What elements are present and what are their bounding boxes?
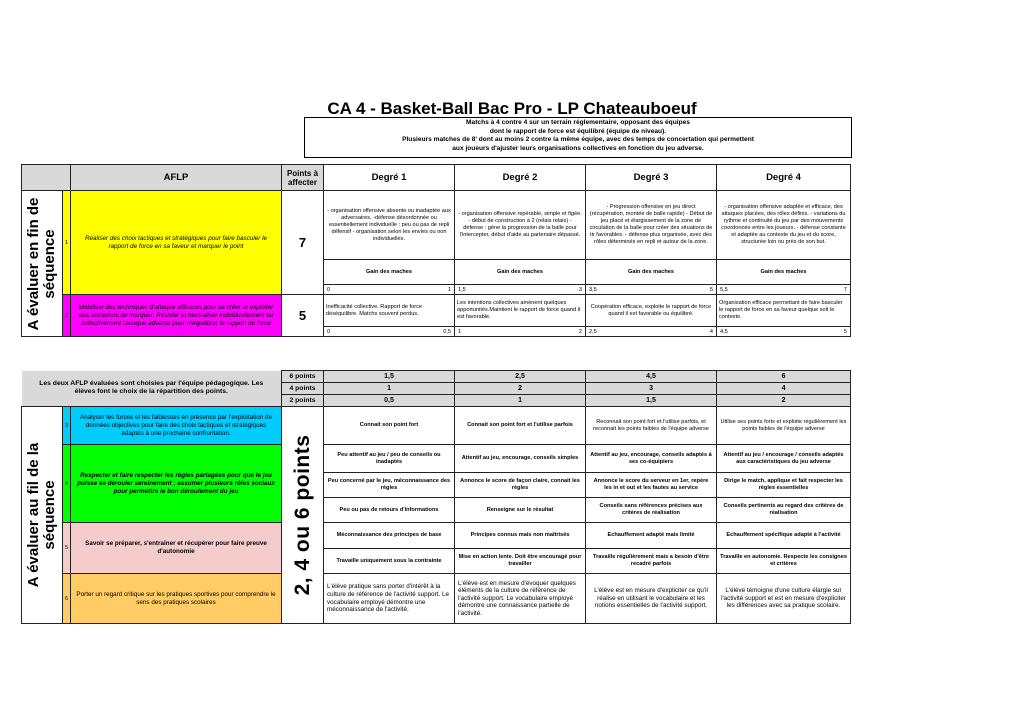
range-cell [717,285,851,295]
range-min: 0 [327,328,331,335]
header-points: Points à affecter [282,165,324,191]
aflp-2-degree-1: Inefficacité collective. Rapport de force déséquilibre. Matchs souvent perdus. [324,295,455,327]
aflp-1-degree-3: - Progression offensive en jeu direct (récupération, montée de balle rapide) - Début de jeu placé et élargissement de la zone de circulation de la balle pour créer des situations de tir favorables. - défense plus organisée, avec des rôles déterminés en repli et autour de la zone. [586,191,717,260]
range-max: 1 [447,286,451,293]
aflp-2-degree-4: Organisation efficace permettant de faire basculer le rapport de force en sa faveur quelque soit le contexte. [717,295,851,327]
aflp-4-degree-1: Peu ou pas de retours d'informations [324,498,455,523]
aflp-3-degree-2: Connait son point fort et l'utilise parfois [455,407,586,445]
points-value: 4,5 [586,371,717,383]
aflp-5-degree-2: Principes connus mais non maîtrisés [455,523,586,549]
aflp-4-degree-3: Annonce le score du serveur en 1er, repère les in et out et les fautes au service [586,473,717,498]
aflp-3-text: Analyser les forces et les faiblesses en présence par l'exploitation de données objectives pour faire des choix tactiques et stratégiques adaptés à une prochaine confrontation. [71,407,282,445]
range-max: 5 [843,328,847,335]
intro-box [304,117,852,158]
range-min: 1,5 [458,286,466,293]
aflp-1-text: Réaliser des choix tactiques et stratégiques pour faire basculer le rapport de force en sa faveur et marquer le point [71,191,282,295]
points-value: 4 [717,383,851,395]
points-value: 1,5 [586,395,717,407]
aflp-5-degree-4: Travaille en autonomie. Respecte les consignes et critères [717,549,851,574]
aflp-4-degree-4: Attentif au jeu / encourage / conseils adaptés aux caractéristiques du jeu adverse [717,445,851,473]
aflp-4-degree-3: Attentif au jeu, encourage, conseils adaptés à ses co-équipiers [586,445,717,473]
aflp-2-text: Mobiliser des techniques d'attaque efficaces pour se créer et exploiter des occasions de marquer; Résister et neutraliser individuellement ou collectivement l'attaque adverse pour rééquilibrer le rapport de force [71,295,282,337]
points-value: 2 [455,383,586,395]
intro-line: dont le rapport de force est équilibré (équipe de niveau). [489,127,667,135]
points-value: 1 [324,383,455,395]
points-value: 1 [455,395,586,407]
range-max: 4 [709,328,713,335]
range-cell [586,327,717,337]
aflp-5-degree-3: Echauffement adapté mais limité [586,523,717,549]
continuous-evaluation-table [21,370,851,624]
points-value: 2,5 [455,371,586,383]
header-degree-3: Degré 3 [586,165,717,191]
gain-label: Gain des maches [455,260,586,285]
aflp-4-degree-1: Peu concerné par le jeu, méconnaissance des règles [324,473,455,498]
aflp-2-degree-2: Les intentions collectives amènent quelques opportunités.Maintient le rapport de force quand il est favorable. [455,295,586,327]
side-label-line: A évaluer en fin de [25,197,42,330]
range-max: 3 [578,286,582,293]
big-points-label [282,407,324,624]
points-value: 2 [717,395,851,407]
aflp-5-degree-1: Méconnaissance des principes de base [324,523,455,549]
aflp-6-text: Porter un regard critique sur les pratiques sportives pour comprendre le sens des pratiques scolaires [71,574,282,624]
aflp-4-text: Respecter et faire respecter les règles partagées pour que le jeu puisse se dérouler sereinement ; assumer plusieurs rôles sociaux pour permettre le bon déroulement du jeu [71,445,282,523]
side-label-line: séquence [41,228,58,299]
aflp-4-degree-1: Peu attentif au jeu / peu de conseils ou inadaptés [324,445,455,473]
aflp-6-degree-1: L'élève pratique sans porter d'intérêt à la culture de référence de l'activité support. Le vocabulaire employé démontre une méconnaissance de l'activité. [324,574,455,624]
points-value: 3 [586,383,717,395]
header-degree-1: Degré 1 [324,165,455,191]
aflp-3-degree-1: Connait son point fort [324,407,455,445]
aflp-4-degree-4: Dirige le match, applique et fait respecter les règles essentielles [717,473,851,498]
range-cell [324,327,455,337]
aflp-index: 4 [63,445,71,523]
choice-text [22,371,282,407]
side-label-continuous [22,407,63,624]
range-cell [324,285,455,295]
aflp-2-degree-3: Coopération efficace, exploite le rapport de force quand il est favorable ou équilibré. [586,295,717,327]
page-title: CA 4 - Basket-Ball Bac Pro - LP Chateauboeuf [327,99,697,118]
points-value: 1,5 [324,371,455,383]
side-label-line: séquence [41,480,58,550]
aflp-1-points: 7 [282,191,324,295]
aflp-3-degree-4: Utilise ses points forts et exploite régulièrement les points faibles de l'équipe adverse [717,407,851,445]
aflp-5-degree-4: Echauffement spécifique adapté à l'activité [717,523,851,549]
range-min: 3,5 [589,286,597,293]
choice-text-content: Les deux AFLP évaluées sont choisies par l'équipe pédagogique. Les élèves font le choix de la répartition des points. [39,379,264,396]
range-cell [455,327,586,337]
final-evaluation-table [21,164,851,337]
aflp-index: 5 [63,523,71,574]
aflp-5-degree-2: Mise en action lente. Doit être encouragé pour travailler [455,549,586,574]
aflp-6-degree-3: L'élève est en mesure d'expliciter ce qu'il réalise en utilisant le vocabulaire et les notions essentielles de l'activité support. [586,574,717,624]
aflp-4-degree-2: Annonce le score de façon claire, connait les règles [455,473,586,498]
aflp-index: 2 [63,295,71,337]
range-max: 0,5 [443,328,451,335]
aflp-4-degree-3: Conseils sans références précises aux critères de réalisation [586,498,717,523]
aflp-index: 6 [63,574,71,624]
header-blank [22,165,63,191]
range-min: 0 [327,286,331,293]
points-label: 6 points [282,371,324,383]
aflp-index: 1 [63,191,71,295]
gain-label: Gain des maches [717,260,851,285]
aflp-4-degree-2: Renseigne sur le résultat [455,498,586,523]
points-value: 0,5 [324,395,455,407]
range-max: 5 [709,286,713,293]
points-value: 6 [717,371,851,383]
aflp-6-degree-4: L'élève témoigne d'une culture élargie sur l'activité support et est en mesure d'expliciter les différences avec sa pratique scolaire. [717,574,851,624]
aflp-5-degree-3: Travaille régulièrement mais a besoin d'être recadré parfois [586,549,717,574]
side-label-final [22,191,63,337]
range-max: 7 [843,286,847,293]
gain-label: Gain des maches [586,260,717,285]
aflp-2-points: 5 [282,295,324,337]
header-blank [63,165,71,191]
points-label: 4 points [282,383,324,395]
aflp-index: 3 [63,407,71,445]
range-min: 2,5 [589,328,597,335]
aflp-3-degree-3: Reconnait son point fort et l'utilise parfois, et reconnait les points faibles de l'équipe adverse [586,407,717,445]
range-max: 2 [578,328,582,335]
header-degree-4: Degré 4 [717,165,851,191]
aflp-5-degree-1: Travaille uniquement sous la contrainte [324,549,455,574]
intro-line: Matchs à 4 contre 4 sur un terrain réglementaire, opposant des équipes [466,119,690,126]
intro-line: aux joueurs d'ajuster leurs organisations collectives en fonction du jeu adverse. [452,144,704,152]
side-label-line: A évaluer au fil de la [25,442,42,588]
points-label: 2 points [282,395,324,407]
range-cell [455,285,586,295]
big-points-text: 2, 4 ou 6 points [290,434,314,596]
range-min: 4,5 [720,328,728,335]
aflp-6-degree-2: L'élève est en mesure d'évoquer quelques éléments de la culture de référence de l'activité support. Le vocabulaire employé démontre une connaissance partielle de l'activité. [455,574,586,624]
range-min: 1 [458,328,462,335]
intro-line: Plusieurs matches de 8' dont au moins 2 contre la même équipe, avec des temps de concertation qui permettent [402,136,754,143]
gain-label: Gain des maches [324,260,455,285]
header-degree-2: Degré 2 [455,165,586,191]
aflp-5-text: Savoir se préparer, s'entraîner et récupérer pour faire preuve d'autonomie [71,523,282,574]
range-min: 5,5 [720,286,728,293]
header-aflp: AFLP [71,165,282,191]
aflp-4-degree-4: Conseils pertinents au regard des critères de réalisation [717,498,851,523]
range-cell [586,285,717,295]
aflp-1-degree-1: - organisation offensive absente ou inadaptée aux adversaires. -défense désordonnée ou essentiellement individuelle : peu ou pas de repli défensif - organisation selon les envies ou non individuelles. [324,191,455,260]
aflp-1-degree-4: - organisation offensive adaptée et efficace, des attaques placées, des rôles définis. - variations du rythme et continuité du jeu par des mouvements coordonnés entre les joueurs. - défense constante et adaptée au contexte du jeu et du score, structurée loin ou près de son but. [717,191,851,260]
aflp-1-degree-2: - organisation offensive repérable, simple et figée. - début de construction à 2 (relais relais) - défense : gène la progression de la balle pour l'intercepter, début d'aide au partenaire dépassé. [455,191,586,260]
range-cell [717,327,851,337]
aflp-4-degree-2: Attentif au jeu, encourage, conseils simples [455,445,586,473]
